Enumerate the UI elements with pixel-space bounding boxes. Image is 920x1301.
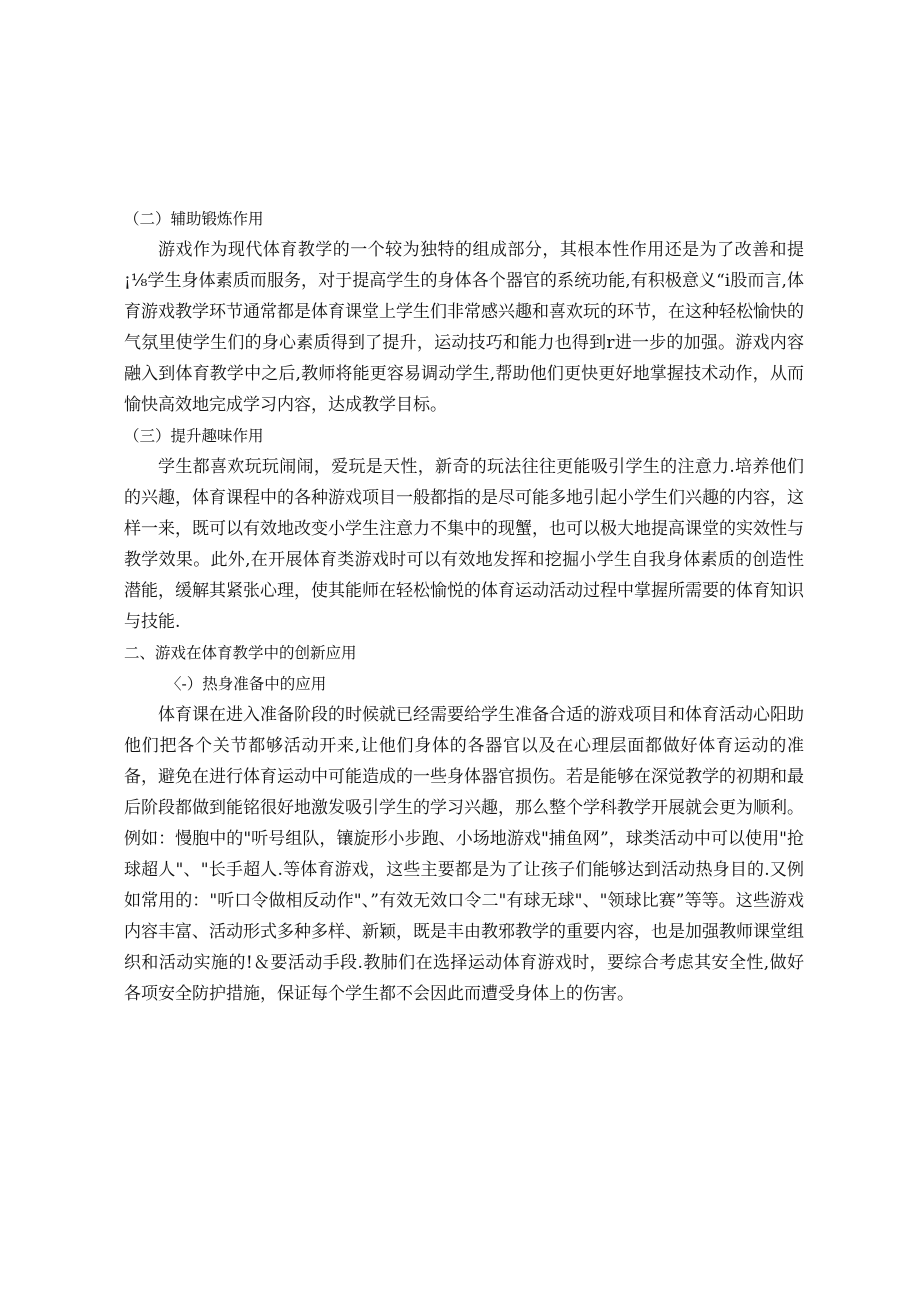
paragraph-warmup: 体育课在进入准备阶段的时候就已经需要给学生准备合适的游戏项目和体育活动心阳助他们把各个关节都够活动开来,让他们身体的各器官以及在心理层面都做好体育运动的准备，避免在进行体育运动中可能造成的一些身体器官损伤。若是能够在深觉教学的初期和最后阶段都做到能铭很好地激发吸引学生的学习兴趣，那么整个学科教学开展就会更为顺利。例如：慢胞中的"听号组队，镶旋形小步跑、小场地游戏"捕鱼网”，球类活动中可以使用"抢球超人"、"长手超人.等体育游戏，这些主要都是为了让孩子们能够达到活动热身目的.又例如常用的："听口令做相反动作"、”有效无效口令二"有球无球"、"领球比赛”等等。这些游戏内容丰富、活动形式多种多样、新颖，既是丰由教邪教学的重要内容，也是加强教师课堂组织和活动实施的!＆要活动手段.教肺们在选择运动体育游戏时，要综合考虑其安全性,做好各项安全防护措施，保证每个学生都不会因此而遭受身体上的伤害。 — [124, 705, 804, 1004]
paragraph-interest: 学生都喜欢玩玩闹闹，爱玩是天性，新奇的玩法往往更能吸引学生的注意力.培养他们的兴趣，体育课程中的各种游戏项目一般都指的是尽可能多地引起小学生们兴趣的内容，这样一来，既可以有效地改变小学生注意力不集中的现蟹，也可以极大地提高课堂的实效性与教学效果。此外,在开展体育类游戏时可以有效地发挥和挖掘小学生自我身体素质的创造性潜能，缓解其紧张心理，使其能师在轻松愉悦的体育运动活动过程中掌握所需要的体育知识与技能. — [124, 457, 804, 632]
section-heading-interest: （三）提升趣味作用 — [124, 427, 264, 445]
subsection-heading-warmup: 〈-）热身准备中的应用 — [166, 675, 327, 693]
paragraph-auxiliary-exercise: 游戏作为现代体育教学的一个较为独特的组成部分，其根本性作用还是为了改善和提¡⅛学生身体素质而服务，对于提高学生的身体各个器官的系统功能,有积极意义“i股而言,体育游戏教学环节通常都是体育课堂上学生们非常感兴趣和喜欢玩的环节，在这种轻松愉快的气氛里使学生们的身心素质得到了提升，运动技巧和能力也得到r进一步的加强。游戏内容融入到体育教学中之后,教师将能更容易调动学生,帮助他们更快更好地掌握技术动作，从而愉快高效地完成学习内容，达成教学目标。 — [124, 240, 804, 415]
chapter-heading-innovative-application: 二、游戏在体育教学中的创新应用 — [124, 644, 357, 662]
document-body — [124, 204, 804, 1010]
section-heading-auxiliary-exercise: （二）辅助锻炼作用 — [124, 210, 264, 228]
